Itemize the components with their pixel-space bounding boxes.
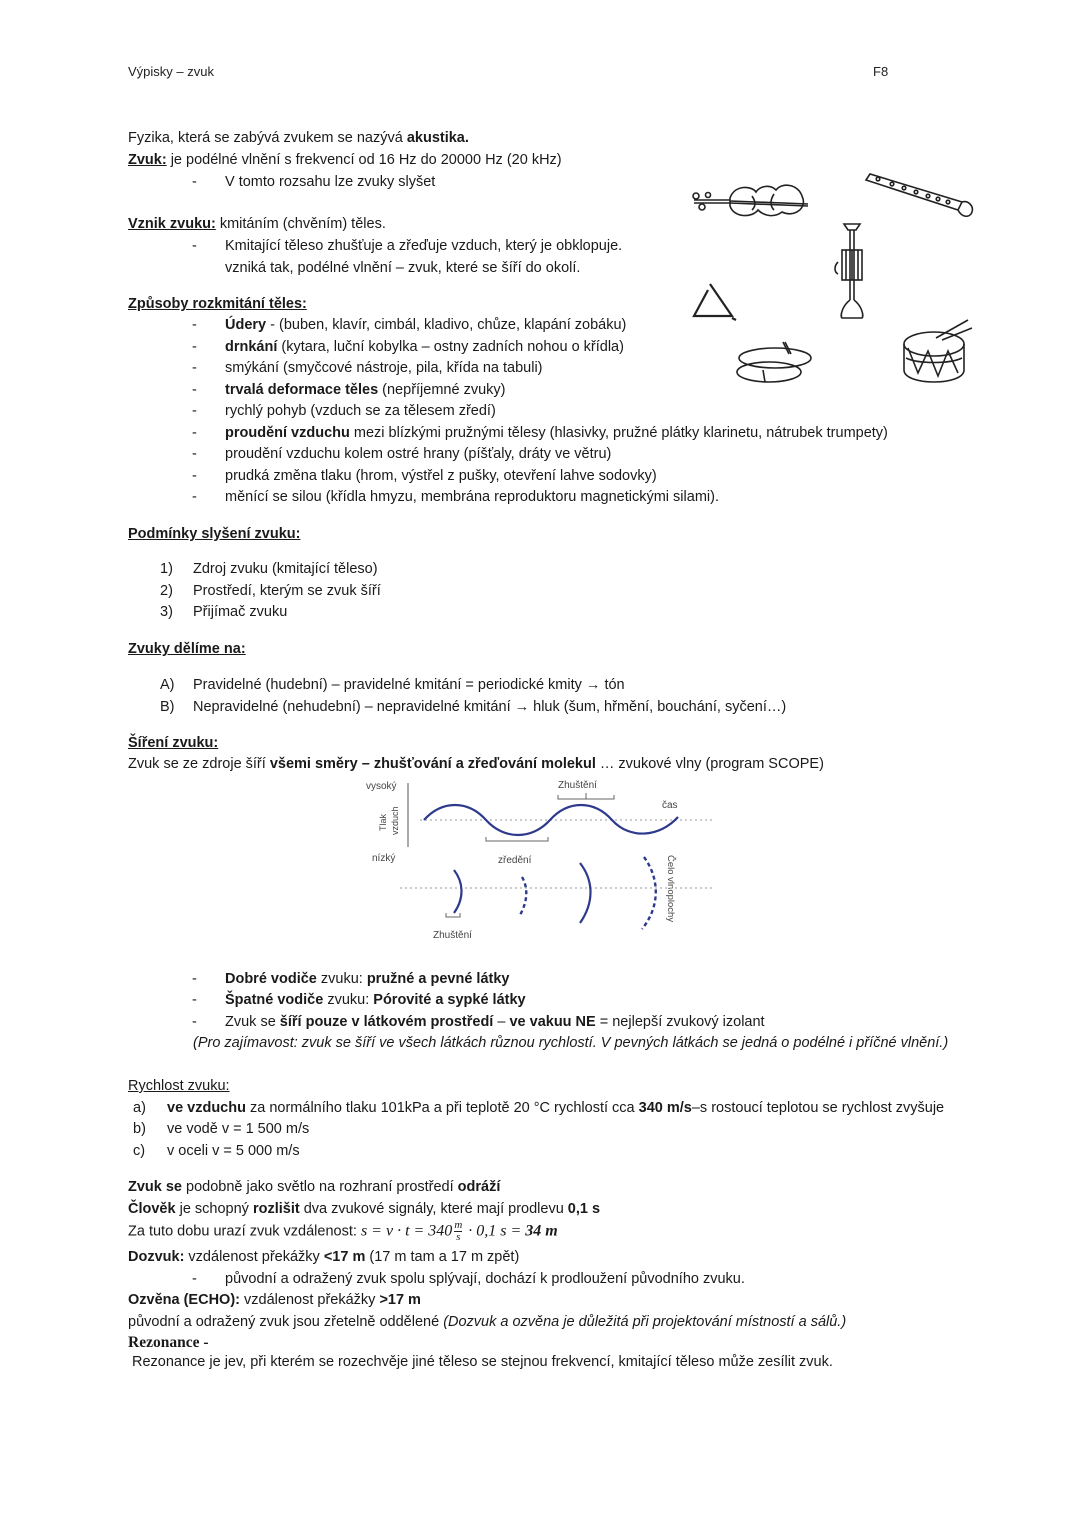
rychlost-heading: Rychlost zvuku:	[128, 1078, 230, 1094]
odraz-formula-line: Za tuto dobu urazí zvuk vzdálenost: s = v · t = 340 $\frac{m}{s}$ · 0,1 s = 34 m	[128, 1219, 558, 1243]
delime-letter: A)	[160, 677, 175, 693]
dozvuk-bullet: původní a odražený zvuk spolu splývají, dochází k prodloužení původního zvuku.	[225, 1271, 745, 1287]
diagram-label-high: vysoký	[366, 781, 397, 792]
drum-icon	[898, 318, 974, 386]
diagram-label-air: vzduch	[390, 806, 400, 835]
podminky-item: Zdroj zvuku (kmitající těleso)	[193, 561, 378, 577]
wavefront-arc	[580, 863, 591, 923]
sound-wave-diagram	[360, 775, 720, 945]
diagram-label-pressure: Tlak	[378, 813, 388, 831]
vodice-bad: Špatné vodiče zvuku: Pórovité a sypké látky	[225, 992, 526, 1008]
podminky-heading: Podmínky slyšení zvuku:	[128, 526, 301, 542]
zpusoby-item: rychlý pohyb (vzduch se za tělesem zředí)	[225, 403, 496, 419]
dozvuk-line: Dozvuk: vzdálenost překážky <17 m (17 m tam a 17 m zpět)	[128, 1249, 520, 1265]
wavefront-arc	[520, 877, 526, 915]
intro-line: Fyzika, která se zabývá zvukem se nazývá akustika.	[128, 130, 469, 146]
delime-item-a: Pravidelné (hudební) – pravidelné kmitání = periodické kmity → tón	[193, 677, 625, 693]
diagram-label-compression-bottom: Zhuštění	[433, 930, 472, 941]
ozvena-line: Ozvěna (ECHO): vzdálenost překážky >17 m	[128, 1292, 421, 1308]
vznik-bullet-2: vzniká tak, podélné vlnění – zvuk, které se šíří do okolí.	[225, 260, 581, 276]
zvuk-definition: Zvuk: je podélné vlnění s frekvencí od 16 Hz do 20000 Hz (20 kHz)	[128, 152, 562, 168]
pressure-wave	[424, 805, 678, 835]
delime-letter: B)	[160, 699, 175, 715]
rezonance-text: Rezonance je jev, při kterém se rozechvěje jiné těleso se stejnou frekvencí, kmitající těleso může zesílit zvuk.	[132, 1354, 833, 1370]
zpusoby-item: drnkání (kytara, luční kobylka – ostny zadních nohou o křídla)	[225, 339, 624, 355]
vodice-vacuum: Zvuk se šíří pouze v látkovém prostředí – ve vakuu NE = nejlepší zvukový izolant	[225, 1014, 765, 1030]
sireni-heading: Šíření zvuku:	[128, 735, 219, 751]
delime-item-b: Nepravidelné (nehudební) – nepravidelné kmitání → hluk (šum, hřmění, bouchání, syčení…)	[193, 699, 787, 715]
triangle-icon	[688, 280, 738, 322]
podminky-number: 1)	[160, 561, 173, 577]
podminky-item: Přijímač zvuku	[193, 604, 288, 620]
wavefront-arc	[454, 870, 462, 913]
diagram-label-rarefaction: zředění	[498, 855, 532, 866]
zpusoby-item: proudění vzduchu mezi blízkými pružnými tělesy (hlasivky, pružné plátky klarinetu, nátrubek trumpety)	[225, 425, 888, 441]
flute-icon	[862, 172, 974, 224]
ozvena-description: původní a odražený zvuk jsou zřetelně oddělené (Dozvuk a ozvěna je důležitá při projektování místností a sálů.)	[128, 1314, 847, 1330]
rezonance-title: Rezonance -	[128, 1334, 209, 1351]
violin-icon	[690, 178, 815, 223]
zpusoby-item: trvalá deformace těles (nepříjemné zvuky)	[225, 382, 506, 398]
odraz-line-2: Člověk je schopný rozlišit dva zvukové signály, které mají prodlevu 0,1 s	[128, 1201, 601, 1217]
rychlost-letter: c)	[133, 1143, 146, 1159]
page-header-left: Výpisky – zvuk	[128, 64, 214, 79]
sireni-text: Zvuk se ze zdroje šíří všemi směry – zhušťování a zřeďování molekul … zvukové vlny (program SCOPE)	[128, 756, 824, 772]
diagram-label-wavefront: Čelo vlnoplochy	[665, 855, 676, 923]
odraz-line-1: Zvuk se podobně jako světlo na rozhraní prostředí odráží	[128, 1179, 501, 1195]
zpusoby-heading: Způsoby rozkmitání těles:	[128, 296, 307, 312]
zpusoby-item: měnící se silou (křídla hmyzu, membrána reproduktoru magnetickými silami).	[225, 489, 719, 505]
rychlost-water: ve vodě v = 1 500 m/s	[167, 1121, 310, 1137]
zpusoby-item: prudká změna tlaku (hrom, výstřel z pušky, otevření lahve sodovky)	[225, 468, 657, 484]
wavefront-arc	[642, 857, 656, 929]
vznik-heading: Vznik zvuku: kmitáním (chvěním) těles.	[128, 216, 386, 232]
rychlost-air: ve vzduchu za normálního tlaku 101kPa a při teplotě 20 °C rychlostí cca 340 m/s–s rostoucí teplotou se rychlost zvyšuje	[167, 1100, 945, 1116]
zvuk-bullet: V tomto rozsahu lze zvuky slyšet	[225, 174, 436, 190]
podminky-number: 3)	[160, 604, 173, 620]
zpusoby-item: proudění vzduchu kolem ostré hrany (píšťaly, dráty ve větru)	[225, 446, 612, 462]
rychlost-letter: b)	[133, 1121, 146, 1137]
delime-heading: Zvuky dělíme na:	[128, 641, 246, 657]
diagram-label-low: nízký	[372, 853, 396, 864]
diagram-label-time: čas	[662, 800, 678, 811]
trumpet-icon	[832, 222, 872, 322]
podminky-item: Prostředí, kterým se zvuk šíří	[193, 583, 381, 599]
podminky-number: 2)	[160, 583, 173, 599]
vznik-bullet-1: Kmitající těleso zhušťuje a zřeďuje vzduch, který je obklopuje.	[225, 238, 623, 254]
cymbals-icon	[735, 340, 813, 388]
diagram-label-compression-top: Zhuštění	[558, 780, 597, 791]
rychlost-letter: a)	[133, 1100, 146, 1116]
page-header-right: F8	[873, 64, 889, 79]
vodice-note: (Pro zajímavost: zvuk se šíří ve všech látkách různou rychlostí. V pevných látkách se jedná o podélné i příčné vlnění.)	[193, 1035, 949, 1051]
formula: s = v · t = 340	[360, 1222, 453, 1240]
rychlost-steel: v oceli v = 5 000 m/s	[167, 1143, 300, 1159]
zpusoby-item: smýkání (smyčcové nástroje, pila, křída na tabuli)	[225, 360, 543, 376]
zpusoby-item: Údery - (buben, klavír, cimbál, kladivo, chůze, klapání zobáku)	[225, 317, 627, 333]
vodice-good: Dobré vodiče zvuku: pružné a pevné látky	[225, 971, 510, 987]
